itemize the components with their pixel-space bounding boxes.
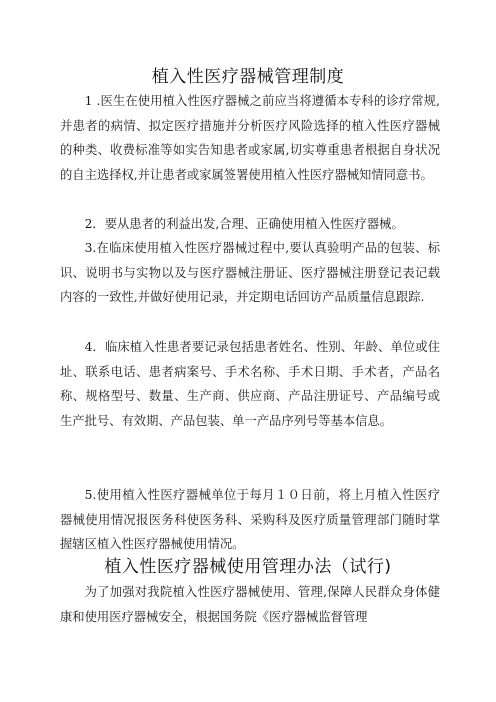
paragraph-rule-3: 3.在临床使用植入性医疗器械过程中,要认真验明产品的包装、标识、说明书与实物以及与医疗器械注册证、医疗器械注册登记表记载内容的一致性,并做好使用记录，并定期电话回访产品质量信息跟踪.: [60, 241, 440, 305]
section-title: 植入性医疗器械使用管理办法（试行): [104, 557, 392, 577]
paragraph-intro: 为了加强对我院植入性医疗器械使用、管理,保障人民群众身体健康和使用医疗器械安全，根据国务院《医疗器械监督管理: [60, 585, 440, 624]
paragraph-rule-1: 1 .医生在使用植入性医疗器械之前应当将遵循本专科的诊疗常规,并患者的病情、拟定医疗措施并分析医疗风险选择的植入性医疗器械的种类、收费标准等如实告知患者或家属,切实尊重患者根据自身状况的自主选择权,并让患者或家属签署使用植入性医疗器械知情同意书。: [60, 94, 440, 182]
paragraph-rule-4: 4．临床植入性患者要记录包括患者姓名、性别、年龄、单位或住址、联系电话、患者病案号、手术名称、手术日期、手术者，产品名称、规格型号、数量、生产商、供应商、产品注册证号、产品编号或生产批号、有效期、产品包装、单一产品序列号等基本信息。: [60, 340, 440, 428]
paragraph-rule-2: 2．要从患者的利益出发,合理、正确使用植入性医疗器械。: [84, 217, 404, 231]
document-title: 植入性医疗器械管理制度: [151, 67, 345, 87]
paragraph-rule-5: 5.使用植入性医疗器械单位于每月１０日前，将上月植入性医疗器械使用情况报医务科使医务科、采购科及医疗质量管理部门随时掌握辖区植入性医疗器械使用情况。: [60, 488, 440, 552]
